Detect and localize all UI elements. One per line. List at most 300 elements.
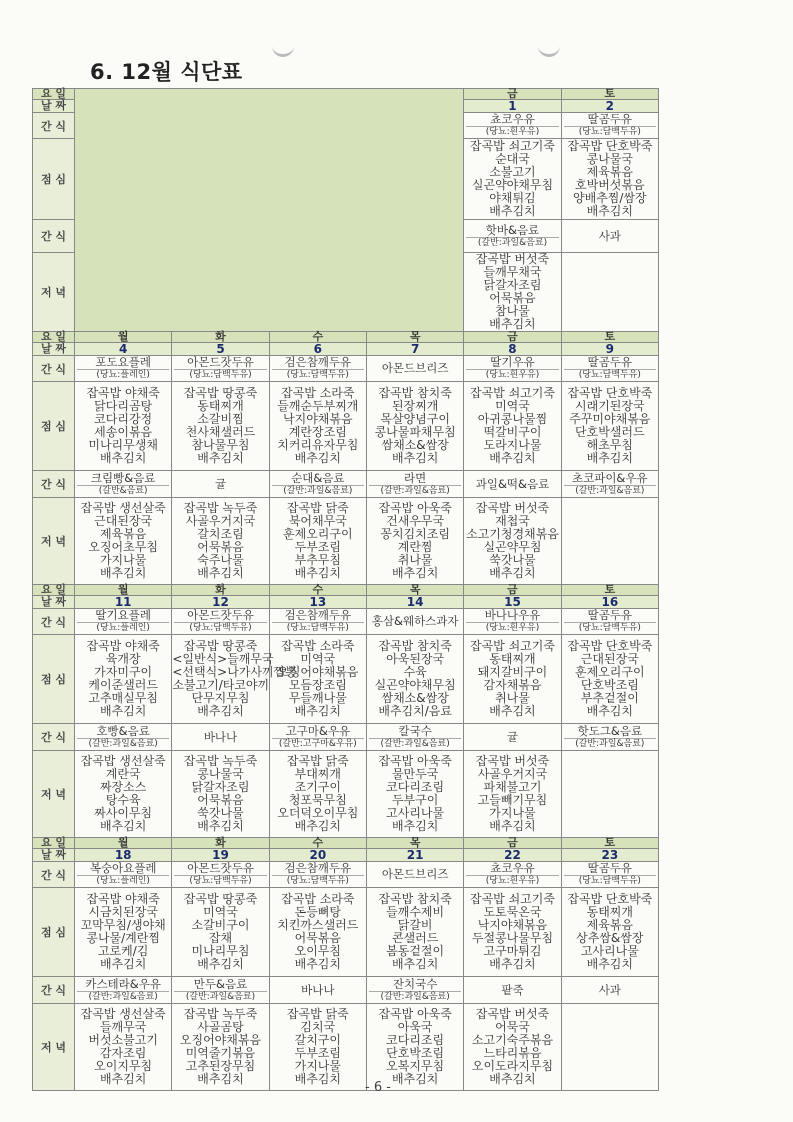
menu-item: 쵸코우유 <box>490 861 535 875</box>
menu-item: 잡곡밥 아욱죽 <box>378 754 452 768</box>
cell-date: 8 <box>464 343 561 356</box>
cell-lunch <box>75 635 172 724</box>
menu-item: 고로케/김 <box>97 944 149 958</box>
cell-snack1 <box>172 356 269 382</box>
cell-dow: 목 <box>366 585 463 596</box>
menu-item: 복숭아요플레 <box>89 861 157 875</box>
menu-item: 오징어야채볶음 <box>277 665 359 679</box>
menu-item: 호박버섯볶음 <box>575 178 645 192</box>
menu-item: 잡곡밥 참치죽 <box>378 892 452 906</box>
menu-item: 도토묵온국 <box>483 905 542 919</box>
menu-item: 탕수육 <box>105 793 141 807</box>
menu-item: 잡곡밥 생선살죽 <box>80 501 166 515</box>
menu-item: 배추김치 <box>586 451 633 465</box>
cell-lunch <box>172 635 297 724</box>
cell-lunch <box>561 382 658 471</box>
cell-date: 4 <box>75 343 172 356</box>
cell-snack2 <box>75 724 172 751</box>
menu-item: 취나물 <box>397 553 433 567</box>
cell-lunch <box>561 139 658 220</box>
menu-item: 콩나물국 <box>586 152 633 166</box>
menu-item: 단호박조림 <box>386 1046 445 1060</box>
menu-item: 가지나물 <box>99 553 147 567</box>
menu-item: 배추김치 <box>294 704 341 718</box>
menu-item: 계란장조림 <box>288 425 347 439</box>
menu-item: 배추김치 <box>391 1072 439 1086</box>
menu-item: 건새우무국 <box>386 514 445 528</box>
menu-item: 배추김치 <box>197 704 244 718</box>
menu-item: 바나나 <box>301 982 335 997</box>
cell-snack2 <box>464 471 561 498</box>
menu-item: 재첩국 <box>495 514 530 528</box>
row-label-snack1: 간 식 <box>33 609 75 635</box>
row-lunch <box>33 382 659 471</box>
cell-date: 16 <box>561 596 658 609</box>
cell-dow: 토 <box>561 332 658 343</box>
menu-item: 배추김치 <box>489 1072 536 1086</box>
menu-item: 미나리무침 <box>191 944 250 958</box>
page-number: - 6 - <box>365 1080 391 1095</box>
menu-item: 과일&떡&음료 <box>475 476 550 491</box>
menu-item: 근대된장국 <box>94 514 153 528</box>
row-label-snack2: 간 식 <box>33 220 75 253</box>
menu-item: 고사리나물 <box>386 806 445 820</box>
menu-item: 세송이볶음 <box>94 425 153 439</box>
menu-item: 참나물무침 <box>191 438 250 452</box>
page-title: 6. 12월 식단표 <box>90 60 243 84</box>
menu-item: 가지나물 <box>489 806 536 820</box>
menu-item: 들깨무채국 <box>483 265 542 279</box>
menu-item: 잡곡밥 땅콩죽 <box>183 386 258 400</box>
row-label-lunch: 점 심 <box>33 888 75 977</box>
row-label-snack2: 간 식 <box>33 471 75 498</box>
menu-item: 아몬드잣두유 <box>187 608 254 622</box>
diet-note: (당뇨:담백두유) <box>564 126 656 138</box>
cell-dinner <box>464 1004 561 1091</box>
menu-item: 귤 <box>506 729 519 744</box>
menu-item: 잡곡밥 버섯죽 <box>475 252 550 266</box>
menu-item: <일반식>들깨무국 <box>172 652 274 666</box>
row-label-dinner: 저 녁 <box>33 751 75 838</box>
menu-item: 케이준샐러드 <box>88 678 158 692</box>
row-label-dow: 요 일 <box>33 332 75 343</box>
cell-dow: 금 <box>464 89 561 100</box>
row-date <box>33 596 659 609</box>
menu-item: 잡곡밥 생선살죽 <box>80 754 166 768</box>
menu-item: 야채튀김 <box>489 191 536 205</box>
menu-item: 코다리조림 <box>386 1033 445 1047</box>
menu-item: 잡곡밥 아욱죽 <box>378 501 452 515</box>
cell-snack2 <box>269 724 366 751</box>
menu-item: 두부조림 <box>294 540 341 554</box>
cell-dow: 금 <box>464 332 561 343</box>
menu-item: 오복지무침 <box>386 1059 445 1073</box>
row-dow <box>33 89 659 100</box>
diet-note: (당뇨:플레인) <box>77 622 169 634</box>
cell-dinner <box>366 498 463 585</box>
menu-item: 수육 <box>403 665 427 679</box>
menu-item: 쵸코우유 <box>490 112 535 126</box>
menu-item: 두절콩나물무침 <box>471 931 554 945</box>
diet-note: (당뇨:플레인) <box>77 875 169 887</box>
cell-dinner <box>464 498 561 585</box>
cell-snack2 <box>172 471 269 498</box>
menu-item: 가자미구이 <box>94 665 153 679</box>
row-dinner <box>33 751 659 838</box>
menu-item: 크림빵&음료 <box>90 470 156 485</box>
menu-item: 김치국 <box>300 1020 336 1034</box>
cell-snack1 <box>269 862 366 888</box>
menu-item: 미역국 <box>300 652 336 666</box>
cell-dinner <box>75 751 172 838</box>
menu-item: 천사채샐러드 <box>185 425 256 439</box>
row-dow <box>33 332 659 343</box>
menu-item: 고사리나물 <box>580 944 639 958</box>
cell-dow: 화 <box>172 838 269 849</box>
menu-item: 검은참깨두유 <box>284 608 352 622</box>
row-label-dinner: 저 녁 <box>33 1004 75 1091</box>
menu-item: 오더덕오이무침 <box>277 806 359 820</box>
row-dinner <box>33 1004 659 1091</box>
cell-dow: 수 <box>269 838 366 849</box>
menu-item: 딸곰두유 <box>587 861 633 875</box>
menu-item: 잡곡밥 생선살죽 <box>80 1007 166 1021</box>
menu-item: 육개장 <box>105 652 141 666</box>
row-label-dinner: 저 녁 <box>33 253 75 332</box>
cell-snack2 <box>75 471 172 498</box>
cell-lunch <box>75 382 172 471</box>
menu-item: 감자채볶음 <box>483 678 542 692</box>
menu-item: 배추김치 <box>197 1072 244 1086</box>
menu-item: 제육볶음 <box>99 527 147 541</box>
menu-item: 배추김치 <box>489 204 536 218</box>
row-snack2 <box>33 977 659 1004</box>
cell-snack2 <box>366 471 463 498</box>
menu-item: 검은참깨두유 <box>284 355 352 369</box>
row-label-date: 날 짜 <box>33 596 75 609</box>
cell-snack2 <box>464 977 561 1004</box>
diet-note: (갈반:과일&음료) <box>564 485 656 497</box>
cell-lunch <box>464 635 561 724</box>
menu-item: 실곤약야채무침 <box>374 678 456 692</box>
cell-date: 11 <box>75 596 172 609</box>
cell-dow: 월 <box>75 332 172 343</box>
cell-snack1 <box>366 609 463 635</box>
row-snack1 <box>33 609 659 635</box>
cell-snack1 <box>464 113 561 139</box>
cell-snack1 <box>561 862 658 888</box>
cell-dinner <box>172 498 269 585</box>
menu-item: 배추김치 <box>489 819 536 833</box>
menu-item: 배추김치 <box>391 566 439 580</box>
menu-item: 파채불고기 <box>483 780 542 794</box>
cell-dinner <box>561 1004 658 1091</box>
menu-item: 부추무침 <box>294 553 341 567</box>
menu-item: 북어채무국 <box>288 514 347 528</box>
cell-date: 13 <box>269 596 366 609</box>
menu-item: 순대&음료 <box>291 470 345 485</box>
cell-snack1 <box>464 862 561 888</box>
cell-lunch <box>366 382 463 471</box>
menu-item: 오징어초무침 <box>88 540 158 554</box>
cell-date: 19 <box>172 849 269 862</box>
menu-item: 치커리유자무침 <box>277 438 359 452</box>
menu-item: 바나나 <box>203 729 238 744</box>
diet-note: (당뇨:담백두유) <box>272 875 364 887</box>
menu-item: 배추김치 <box>99 819 147 833</box>
menu-item: 단호박조림 <box>580 678 639 692</box>
menu-item: 초코파이&우유 <box>572 470 648 485</box>
menu-item: 배추김치 <box>294 1072 341 1086</box>
menu-item: 사골우거지국 <box>477 767 548 781</box>
menu-item: 잡곡밥 녹두죽 <box>183 501 258 515</box>
menu-item: 무들깨나물 <box>288 691 347 705</box>
row-label-lunch: 점 심 <box>33 635 75 724</box>
cell-snack1 <box>561 356 658 382</box>
cell-dinner <box>172 1004 269 1091</box>
cell-snack2 <box>366 724 463 751</box>
menu-item: 훈제오리구이 <box>283 527 353 541</box>
diet-note: (당뇨:흰우유) <box>466 369 558 381</box>
cell-snack2 <box>269 471 366 498</box>
cell-dinner <box>464 751 561 838</box>
menu-item: 어묵볶음 <box>197 793 244 807</box>
cell-snack1 <box>561 609 658 635</box>
menu-item: 양배추찜/쌈장 <box>573 191 647 205</box>
menu-item: 딸곰두유 <box>587 355 633 369</box>
cell-date: 18 <box>75 849 172 862</box>
menu-item: 배추김치 <box>586 704 633 718</box>
menu-item: 사골곰탕 <box>197 1020 244 1034</box>
menu-item: 사과 <box>598 982 621 997</box>
diet-note: (갈반:과일&음료) <box>77 738 169 750</box>
cell-date: 20 <box>269 849 366 862</box>
menu-item: 단호박샐러드 <box>575 425 645 439</box>
menu-item: 근대된장국 <box>580 652 639 666</box>
menu-item: 청포묵무침 <box>288 793 347 807</box>
cell-snack1 <box>269 356 366 382</box>
cell-dow: 화 <box>172 332 269 343</box>
menu-item: 두부구이 <box>391 793 439 807</box>
menu-item: 돼지갈비구이 <box>477 665 548 679</box>
menu-item: 소갈비구이 <box>191 918 250 932</box>
menu-item: 갈치조림 <box>197 527 244 541</box>
menu-item: 쌈채소&쌈장 <box>381 691 449 705</box>
cell-snack2 <box>172 724 269 751</box>
menu-item: 콩나물/계란찜 <box>86 931 160 945</box>
menu-item: 코다리조림 <box>386 780 445 794</box>
punch-hole-right <box>538 40 560 57</box>
menu-item: 잡곡밥 단호박죽 <box>567 386 653 400</box>
menu-item: 어묵볶음 <box>197 540 244 554</box>
menu-item: 배추김치 <box>586 204 633 218</box>
menu-item: 핫바&음료 <box>485 222 540 237</box>
cell-dinner <box>561 751 658 838</box>
menu-item: 배추김치 <box>197 819 244 833</box>
menu-item: 배추김치 <box>99 566 147 580</box>
menu-item: 숙주나물 <box>197 553 244 567</box>
menu-item: 조기구이 <box>294 780 341 794</box>
menu-item: 잡곡밥 쇠고기죽 <box>469 139 555 153</box>
menu-item: 아욱된장국 <box>386 652 445 666</box>
menu-item: 소불고기 <box>489 165 536 179</box>
cell-dow: 월 <box>75 585 172 596</box>
menu-item: 배추김치 <box>391 819 439 833</box>
cell-date: 6 <box>269 343 366 356</box>
menu-item: 실곤약무침 <box>483 540 542 554</box>
row-label-snack1: 간 식 <box>33 113 75 139</box>
menu-item: 잡곡밥 단호박죽 <box>567 639 653 653</box>
menu-item: 상추쌈&쌈장 <box>576 931 644 945</box>
cell-lunch <box>561 635 658 724</box>
cell-snack2 <box>561 220 658 253</box>
menu-item: 소고기청경채볶음 <box>466 527 559 541</box>
cell-snack1 <box>269 609 366 635</box>
menu-item: 시금치된장국 <box>88 905 158 919</box>
cell-snack1 <box>366 862 463 888</box>
menu-item: 미나리무생채 <box>88 438 158 452</box>
menu-item: 고추매실무침 <box>88 691 158 705</box>
cell-lunch <box>269 635 366 724</box>
menu-item: 배추김치 <box>489 704 536 718</box>
menu-item: 콩나물국 <box>197 767 244 781</box>
menu-item: 잡곡밥 닭죽 <box>286 754 349 768</box>
menu-item: 짜사이무침 <box>94 806 153 820</box>
row-date <box>33 343 659 356</box>
menu-item: 가지나물 <box>294 1059 341 1073</box>
cell-dow: 토 <box>561 838 658 849</box>
cell-snack1 <box>172 609 269 635</box>
menu-item: 해초무침 <box>586 438 633 452</box>
cell-lunch <box>269 888 366 977</box>
menu-item: 쑥갓나물 <box>489 553 536 567</box>
menu-item: 갈치구이 <box>294 1033 341 1047</box>
diet-note: (갈반:과일&음료) <box>174 991 266 1003</box>
menu-item: 잡곡밥 소라죽 <box>281 892 355 906</box>
menu-item: 아귀콩나물찜 <box>477 412 548 426</box>
menu-item: 돈등뼈탕 <box>294 905 341 919</box>
diet-note: (갈반:과일&음료) <box>369 485 461 497</box>
row-label-dinner: 저 녁 <box>33 498 75 585</box>
cell-lunch <box>366 888 463 977</box>
menu-item: 코다리강정 <box>94 412 153 426</box>
row-dow <box>33 838 659 849</box>
menu-item: 주꾸미야채볶음 <box>569 412 651 426</box>
menu-item: 감자조림 <box>99 1046 147 1060</box>
menu-item: 잡곡밥 녹두죽 <box>183 1007 258 1021</box>
menu-item: 배추김치 <box>197 566 244 580</box>
menu-item: 잡곡밥 닭죽 <box>286 1007 349 1021</box>
cell-lunch <box>269 382 366 471</box>
menu-item: 느타리볶음 <box>483 1046 542 1060</box>
diet-note: (갈반:과일&음료) <box>77 991 169 1003</box>
menu-item: 딸곰두유 <box>587 112 633 126</box>
diet-note: (당뇨:흰우유) <box>466 875 558 887</box>
cell-dow: 수 <box>269 332 366 343</box>
menu-item: 딸곰두유 <box>587 608 633 622</box>
row-label-date: 날 짜 <box>33 100 75 113</box>
menu-item: 배추김치 <box>99 451 147 465</box>
menu-item: 잡채 <box>208 931 233 945</box>
menu-item: 잔치국수 <box>392 976 438 991</box>
cell-lunch <box>561 888 658 977</box>
menu-item: 아몬드잣두유 <box>187 861 254 875</box>
menu-item: 제육볶음 <box>586 918 633 932</box>
menu-item: 잡곡밥 단호박죽 <box>567 892 653 906</box>
cell-lunch <box>464 382 561 471</box>
row-label-snack2: 간 식 <box>33 977 75 1004</box>
menu-item: 바나나우유 <box>484 608 541 622</box>
menu-item: 배추김치 <box>391 451 439 465</box>
menu-item: 잡곡밥 야채죽 <box>86 892 160 906</box>
menu-item: 어묵볶음 <box>489 291 536 305</box>
menu-item: 딸기우유 <box>490 355 535 369</box>
cell-date: 23 <box>561 849 658 862</box>
menu-item: 배추김치 <box>197 957 244 971</box>
menu-item: 잡곡밥 쇠고기죽 <box>469 386 555 400</box>
cell-dinner <box>561 498 658 585</box>
menu-item: 잡곡밥 버섯죽 <box>475 501 550 515</box>
menu-item: 쑥갓나물 <box>197 806 244 820</box>
menu-item: 배추김치 <box>489 317 536 331</box>
menu-item: 동태찌개 <box>586 905 633 919</box>
cell-dinner <box>269 751 366 838</box>
cell-snack2 <box>561 724 658 751</box>
cell-dow: 수 <box>269 585 366 596</box>
menu-item: 꽁치김치조림 <box>380 527 450 541</box>
cell-dow: 토 <box>561 585 658 596</box>
menu-item: 부대찌개 <box>294 767 341 781</box>
row-label-lunch: 점 심 <box>33 139 75 220</box>
menu-item: 부추겉절이 <box>580 691 639 705</box>
menu-item: 어묵볶음 <box>294 931 341 945</box>
row-snack2 <box>33 471 659 498</box>
menu-item: 닭갈비 <box>397 918 433 932</box>
menu-item: 동태찌개 <box>197 399 244 413</box>
menu-item: 배추김치 <box>489 451 536 465</box>
cell-dinner <box>561 253 658 332</box>
cell-dow: 화 <box>172 585 269 596</box>
cell-snack1 <box>561 113 658 139</box>
menu-item: 닭갈자조림 <box>483 278 542 292</box>
menu-item: 잡곡밥 소라죽 <box>281 639 355 653</box>
menu-item: 꼬막무침/생야채 <box>80 918 166 932</box>
menu-item: 고구마&우유 <box>285 723 351 738</box>
menu-item: 잡곡밥 야채죽 <box>86 639 160 653</box>
menu-item: 목살양념구이 <box>380 412 450 426</box>
row-snack1 <box>33 356 659 382</box>
cell-snack2 <box>366 977 463 1004</box>
menu-item: 소불고기/타코야끼 <box>172 678 270 692</box>
cell-date: 5 <box>172 343 269 356</box>
cell-dow: 토 <box>561 89 658 100</box>
menu-item: 잡곡밥 소라죽 <box>281 386 355 400</box>
row-label-snack2: 간 식 <box>33 724 75 751</box>
cell-dinner <box>75 498 172 585</box>
menu-item: 들깨순두부찌개 <box>277 399 359 413</box>
cell-dow: 월 <box>75 838 172 849</box>
menu-item: 귤 <box>214 476 227 491</box>
diet-note: (갈반&음료) <box>77 485 169 497</box>
cell-dinner <box>269 498 366 585</box>
cell-dinner <box>269 1004 366 1091</box>
menu-item: 배추김치 <box>294 957 341 971</box>
menu-item: 잡곡밥 쇠고기죽 <box>469 639 555 653</box>
menu-item: 들깨무국 <box>99 1020 147 1034</box>
menu-item: 어묵국 <box>495 1020 530 1034</box>
cell-date: 14 <box>366 596 463 609</box>
menu-item: 배추김치 <box>294 451 341 465</box>
